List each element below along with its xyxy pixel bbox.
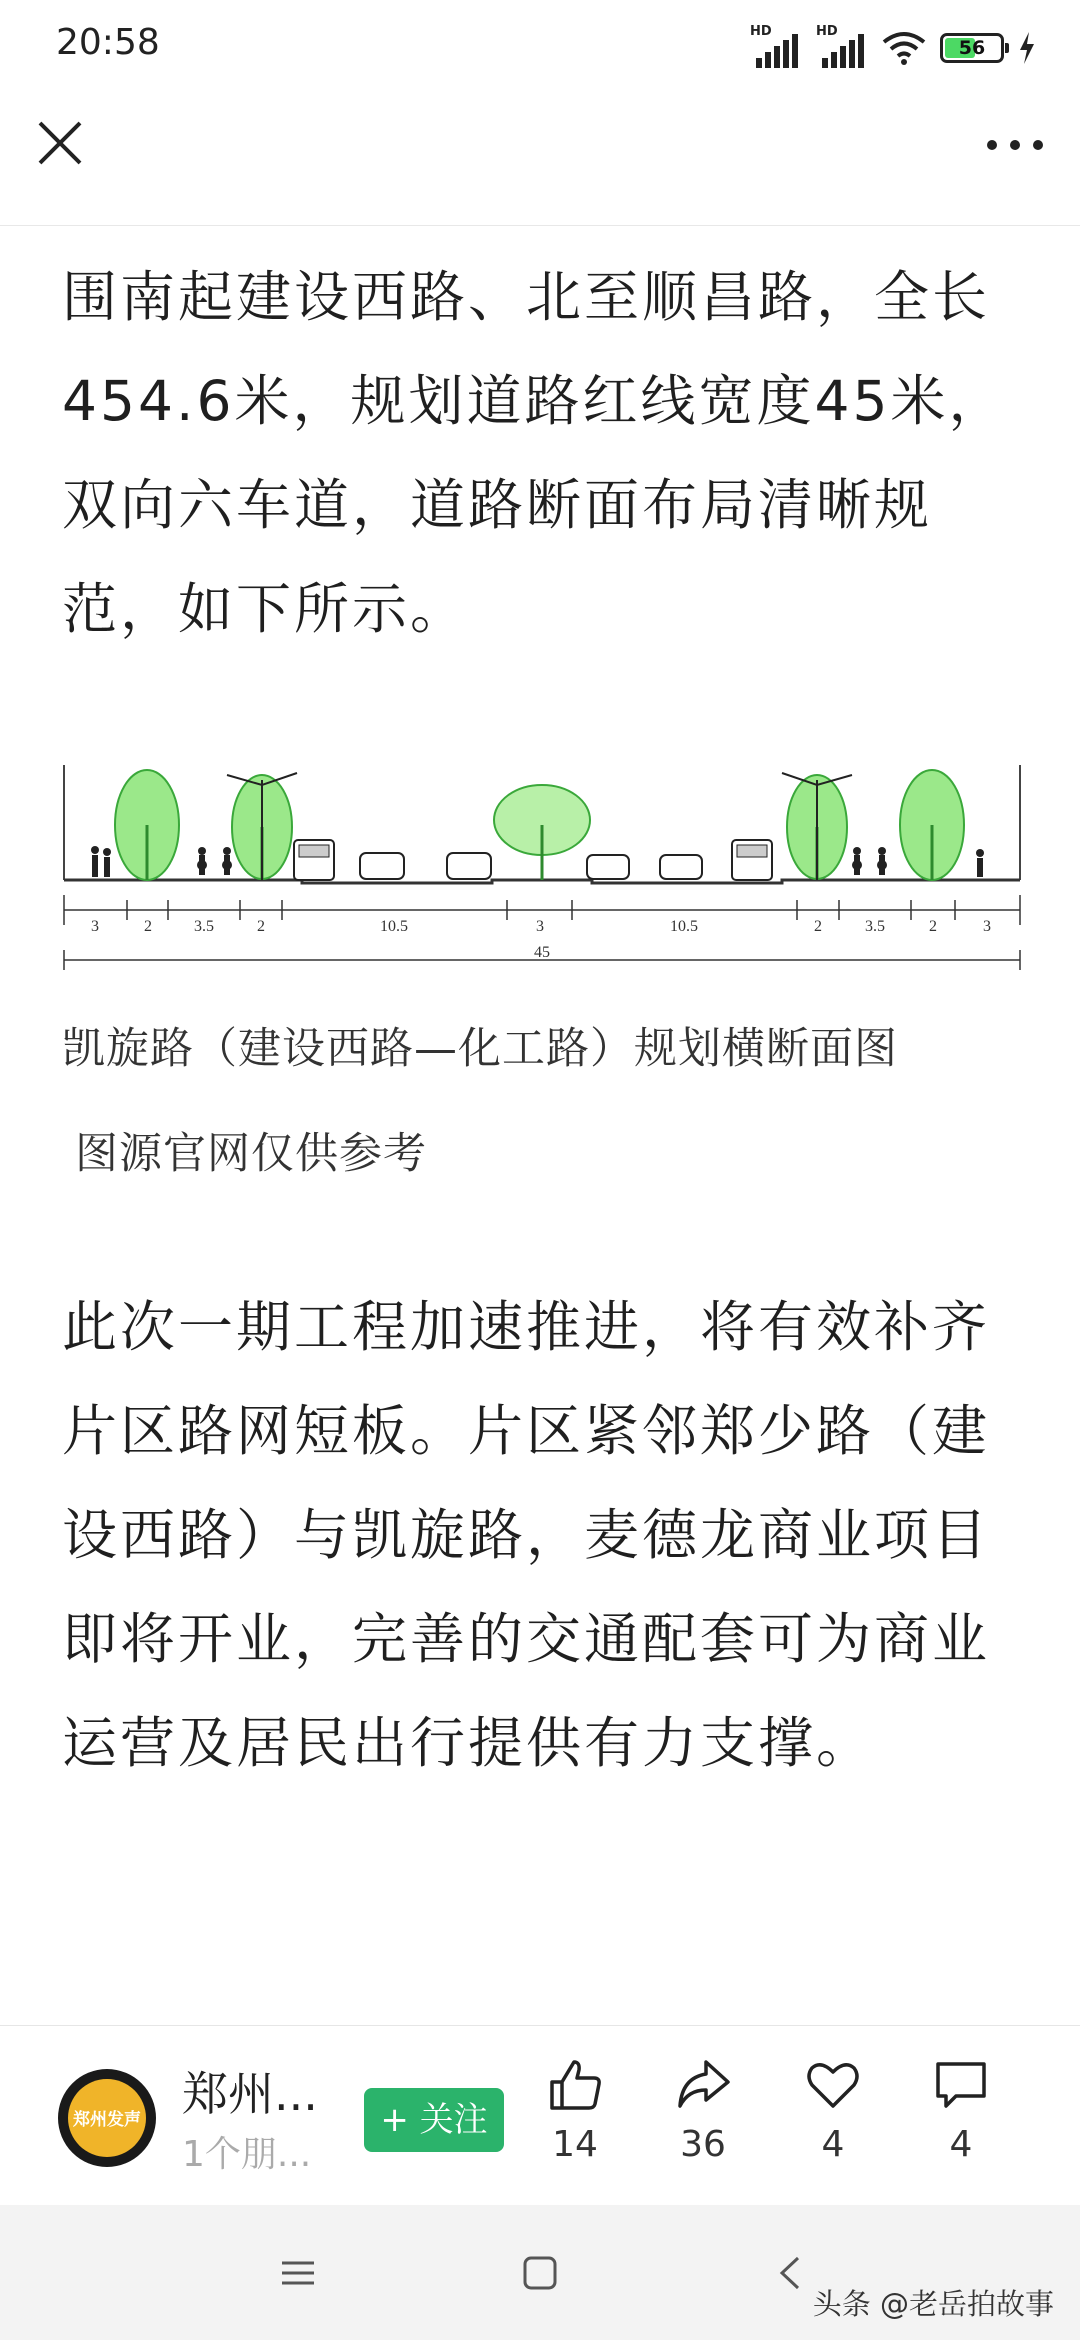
signal-hd-label-2: HD bbox=[816, 24, 838, 39]
like-count: 14 bbox=[552, 2124, 598, 2165]
segment-label: 2 bbox=[257, 918, 265, 935]
road-cross-section-figure bbox=[62, 765, 1022, 985]
total-width-label: 45 bbox=[534, 944, 550, 961]
follow-button[interactable]: + 关注 bbox=[364, 2088, 504, 2152]
charging-icon bbox=[1018, 32, 1036, 64]
close-icon[interactable] bbox=[30, 113, 90, 173]
segment-label: 2 bbox=[814, 918, 822, 935]
comment-icon bbox=[932, 2056, 990, 2114]
top-nav bbox=[0, 95, 1080, 226]
article-paragraph-2: 此次一期工程加速推进，将有效补齐片区路网短板。片区紧邻郑少路（建设西路）与凯旋路，麦德龙商业项目即将开业，完善的交通配套可为商业运营及居民出行提供有力支撑。 bbox=[62, 1295, 991, 1775]
status-bar bbox=[0, 0, 1080, 95]
segment-label: 3.5 bbox=[194, 918, 214, 935]
share-count: 36 bbox=[680, 2124, 726, 2165]
back-icon[interactable] bbox=[772, 2255, 808, 2291]
segment-label: 3.5 bbox=[865, 918, 885, 935]
system-nav-bar bbox=[0, 2205, 1080, 2340]
heart-icon bbox=[804, 2056, 862, 2114]
favorite-button[interactable] bbox=[778, 2056, 888, 2165]
watermark: 头条 @老岳拍故事 bbox=[812, 2287, 1054, 2321]
tree-icon bbox=[900, 770, 964, 880]
battery-icon bbox=[940, 33, 1004, 63]
wifi-icon bbox=[882, 30, 926, 66]
avatar[interactable] bbox=[58, 2069, 156, 2167]
segment-label: 2 bbox=[144, 918, 152, 935]
battery-level: 56 bbox=[958, 37, 986, 59]
share-button[interactable] bbox=[648, 2056, 758, 2165]
article-paragraph-1: 围南起建设西路、北至顺昌路，全长454.6米，规划道路红线宽度45米，双向六车道，道路断面布局清晰规范，如下所示。 bbox=[62, 265, 1007, 641]
status-time: 20:58 bbox=[56, 22, 160, 63]
segment-label: 3 bbox=[536, 918, 544, 935]
segment-label: 2 bbox=[929, 918, 937, 935]
author-subtitle: 1个朋... bbox=[182, 2134, 312, 2175]
like-button[interactable] bbox=[520, 2056, 630, 2165]
status-icons bbox=[750, 24, 1036, 68]
more-icon[interactable] bbox=[980, 125, 1050, 165]
thumbs-up-icon bbox=[546, 2056, 604, 2114]
author-name[interactable]: 郑州... bbox=[182, 2067, 318, 2121]
tree-icon bbox=[494, 785, 590, 880]
cross-section-drawing bbox=[62, 765, 1022, 985]
figure-caption: 凯旋路（建设西路—化工路）规划横断面图 bbox=[62, 1024, 898, 1074]
home-icon[interactable] bbox=[522, 2255, 558, 2291]
signal-icon bbox=[750, 24, 802, 68]
segment-label: 3 bbox=[983, 918, 991, 935]
comment-button[interactable] bbox=[906, 2056, 1016, 2165]
action-bar bbox=[0, 2025, 1080, 2206]
segment-label: 10.5 bbox=[670, 918, 698, 935]
segment-label: 10.5 bbox=[380, 918, 408, 935]
tree-icon bbox=[115, 770, 179, 880]
signal-hd-label: HD bbox=[750, 24, 772, 39]
figure-source-note: 图源官网仅供参考 bbox=[75, 1129, 427, 1179]
favorite-count: 4 bbox=[821, 2124, 845, 2165]
share-icon bbox=[674, 2056, 732, 2114]
menu-icon[interactable] bbox=[280, 2255, 316, 2291]
avatar-logo-text: 郑州发声 bbox=[73, 2110, 141, 2130]
segment-label: 3 bbox=[91, 918, 99, 935]
car-icon bbox=[360, 853, 702, 879]
comment-count: 4 bbox=[949, 2124, 973, 2165]
signal-icon-2 bbox=[816, 24, 868, 68]
